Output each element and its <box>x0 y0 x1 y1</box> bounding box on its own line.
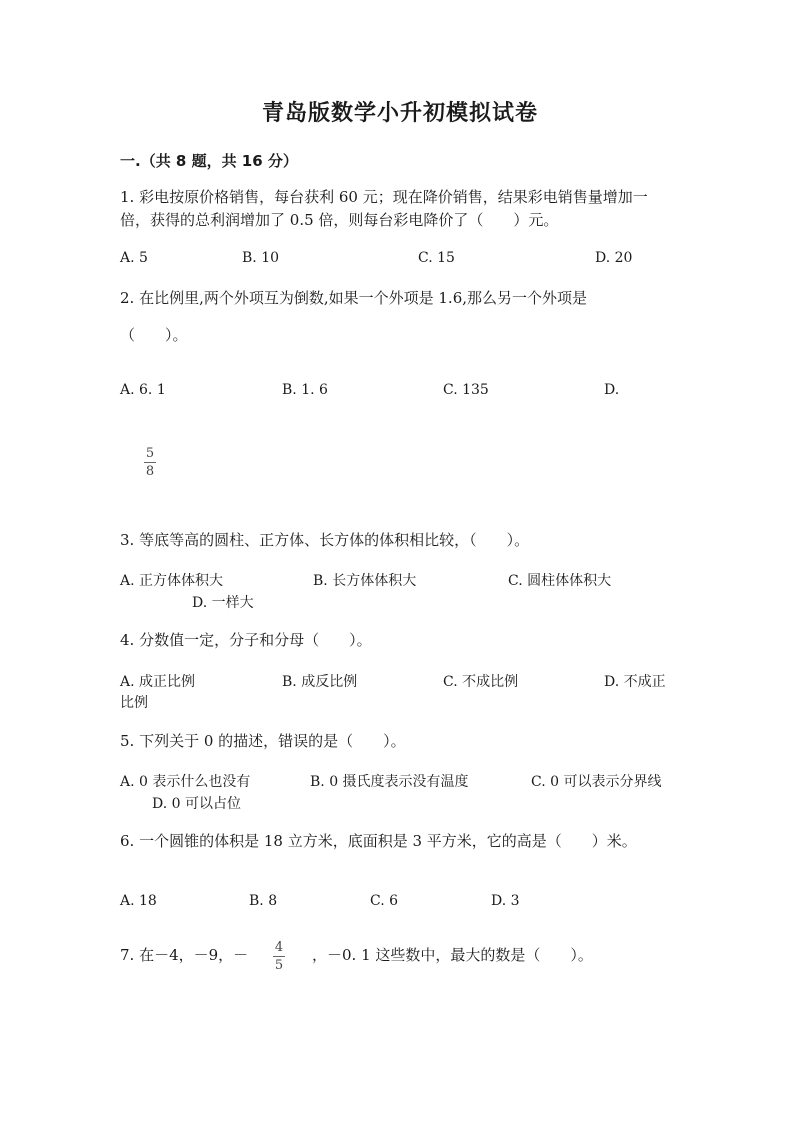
question-4-line-1: 4. 分数值一定，分子和分母（ ）。 <box>120 631 372 649</box>
question-2-option-c: C. 135 <box>443 382 489 398</box>
question-2-option-d-fraction <box>144 446 156 479</box>
question-5-option-a: A. 0 表示什么也没有 <box>120 774 251 790</box>
fraction-denominator: 8 <box>145 464 155 479</box>
question-2-option-b: B. 1. 6 <box>282 382 328 398</box>
question-7-prefix: 7. 在－4，－9，－ <box>120 946 249 964</box>
question-2-line-1: 2. 在比例里,两个外项互为倒数,如果一个外项是 1.6,那么另一个外项是 <box>120 289 588 307</box>
fraction-numerator: 5 <box>145 446 155 461</box>
question-3-line-1: 3. 等底等高的圆柱、正方体、长方体的体积相比较，（ ）。 <box>120 531 530 549</box>
question-2-option-d: D. <box>604 382 620 398</box>
fraction-denominator: 5 <box>274 958 284 973</box>
question-3-option-a: A. 正方体体积大 <box>120 573 224 589</box>
question-1-option-a: A. 5 <box>120 250 148 266</box>
question-3-option-d: D. 一样大 <box>192 595 254 611</box>
question-1-option-c: C. 15 <box>418 250 455 266</box>
question-1-line-1: 1. 彩电按原价格销售，每台获利 60 元；现在降价销售，结果彩电销售量增加一 <box>120 188 648 206</box>
question-5-line-1: 5. 下列关于 0 的描述，错误的是（ ）。 <box>120 732 406 750</box>
page-title: 青岛版数学小升初模拟试卷 <box>261 101 538 126</box>
fraction-numerator: 4 <box>274 940 284 955</box>
question-6-option-d: D. 3 <box>491 893 520 909</box>
question-5-option-d: D. 0 可以占位 <box>152 796 241 812</box>
question-7-suffix: ，－0. 1 这些数中，最大的数是（ ）。 <box>312 946 593 964</box>
question-4-option-c: C. 不成比例 <box>443 674 519 690</box>
question-7-fraction <box>273 940 285 973</box>
question-4-option-d-continued: 比例 <box>120 695 148 711</box>
question-3-option-c: C. 圆柱体体积大 <box>508 573 612 589</box>
question-1-option-d: D. 20 <box>595 250 633 266</box>
question-6-option-a: A. 18 <box>120 893 157 909</box>
question-4-option-a: A. 成正比例 <box>120 674 196 690</box>
fraction-bar <box>273 956 285 957</box>
question-2-option-a: A. 6. 1 <box>120 382 166 398</box>
question-6-line-1: 6. 一个圆锥的体积是 18 立方米，底面积是 3 平方米，它的高是（ ）米。 <box>120 832 637 850</box>
question-6-option-b: B. 8 <box>249 893 278 909</box>
question-6-option-c: C. 6 <box>370 893 399 909</box>
question-5-option-c: C. 0 可以表示分界线 <box>531 774 662 790</box>
question-5-option-b: B. 0 摄氏度表示没有温度 <box>310 774 469 790</box>
question-4-option-b: B. 成反比例 <box>282 674 358 690</box>
question-4-option-d: D. 不成正 <box>604 674 666 690</box>
question-2-line-2: （ ）。 <box>120 326 188 344</box>
section-heading: 一.（共 8 题，共 16 分） <box>120 152 298 170</box>
fraction-bar <box>144 462 156 463</box>
question-1-option-b: B. 10 <box>242 250 280 266</box>
question-1-line-2: 倍，获得的总利润增加了 0.5 倍，则每台彩电降价了（ ）元。 <box>120 211 559 229</box>
question-3-option-b: B. 长方体体积大 <box>313 573 417 589</box>
